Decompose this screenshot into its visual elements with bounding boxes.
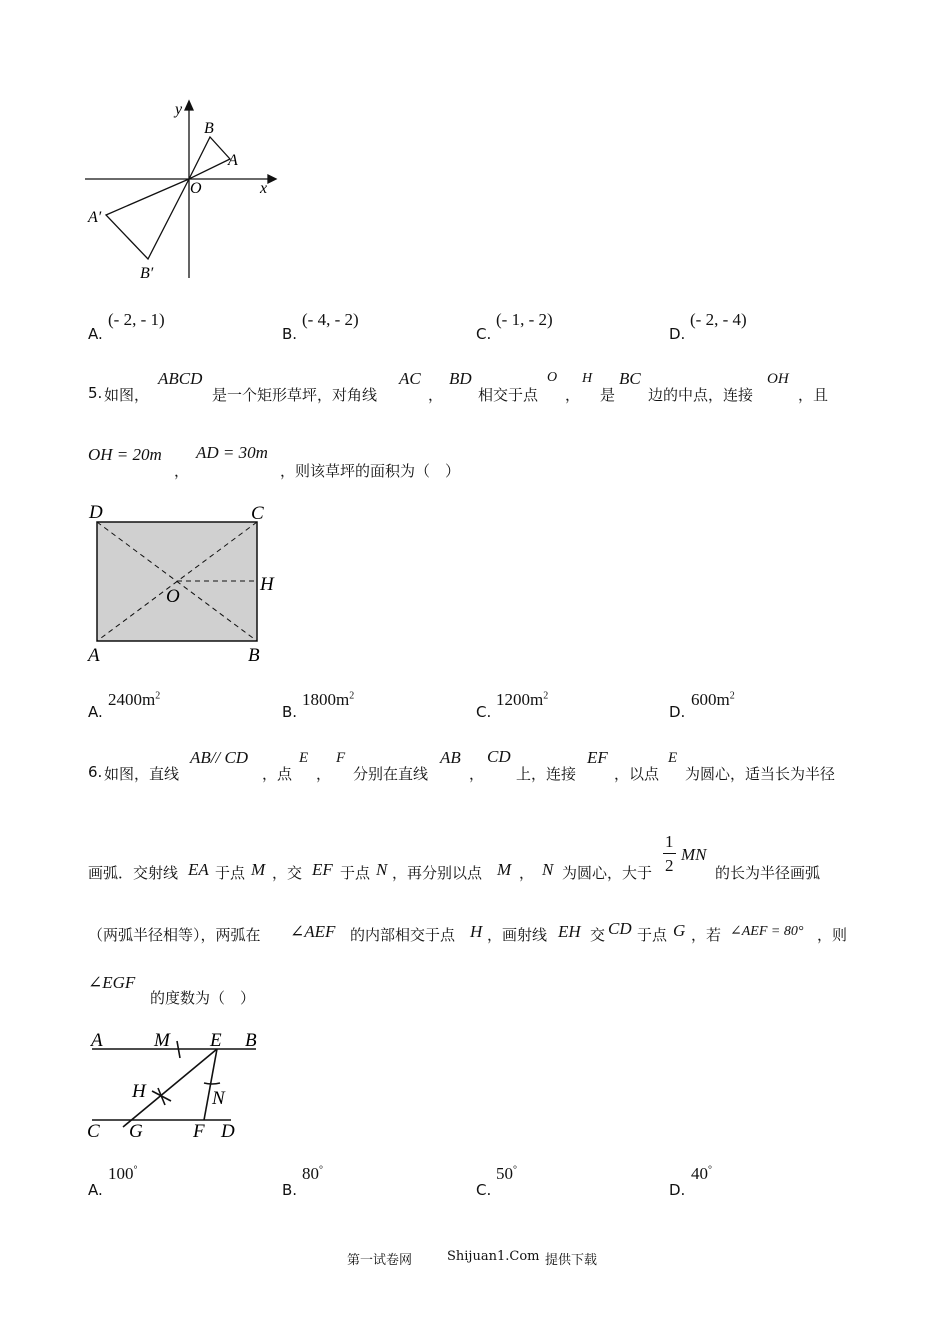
q6-fig-label-c: C bbox=[87, 1121, 100, 1142]
q4-option-b-value: (- 4, - 2) bbox=[302, 310, 359, 329]
q5-option-a-value: $2400m^2$ bbox=[108, 690, 161, 709]
q6-fraction-bar bbox=[663, 853, 676, 854]
q5-math-oh: OH bbox=[767, 371, 789, 387]
q6-math-n: N bbox=[542, 860, 554, 879]
q6-math-n: N bbox=[376, 860, 388, 879]
origin-label: O bbox=[190, 180, 202, 197]
x-axis-label: x bbox=[260, 180, 268, 197]
q6-fig-label-b: B bbox=[245, 1030, 257, 1051]
q6-fig-label-d: D bbox=[221, 1121, 235, 1142]
footer-download-note: 提供下载 bbox=[545, 1253, 598, 1268]
q6-text: 分别在直线 bbox=[353, 765, 429, 783]
q5-math-o: O bbox=[547, 370, 558, 385]
q4-option-b-letter: B. bbox=[282, 325, 298, 343]
q6-math-ef: EF bbox=[587, 748, 608, 767]
q6-fig-label-f: F bbox=[193, 1121, 205, 1142]
q6-text: 为圆心，适当长为半径 bbox=[685, 765, 836, 783]
q6-math-angle-aef: ∠AEF bbox=[290, 922, 336, 941]
q5-option-c-value: $1200m^2$ bbox=[496, 690, 549, 709]
q6-text: 画弧．交射线 bbox=[88, 864, 179, 882]
q6-fraction-denominator: 2 bbox=[665, 856, 674, 875]
q5-math-ac: AC bbox=[399, 369, 421, 388]
q6-text: ， bbox=[316, 765, 332, 783]
q5-option-d-letter: D. bbox=[669, 703, 686, 721]
q6-math-eh: EH bbox=[558, 922, 581, 941]
q4-coordinate-figure bbox=[80, 95, 290, 290]
point-b-prime-label: B′ bbox=[140, 265, 154, 282]
q6-option-b-letter: B. bbox=[282, 1181, 298, 1199]
q6-text: 交 bbox=[590, 926, 606, 944]
q4-option-a-letter: A. bbox=[88, 325, 103, 343]
q6-text: ，再分别以点 bbox=[392, 864, 483, 882]
q6-text: ，点 bbox=[262, 765, 293, 783]
q6-number: 6. bbox=[88, 763, 103, 781]
q5-fig-label-h: H bbox=[260, 574, 274, 595]
point-a-prime-label: A′ bbox=[88, 209, 102, 226]
q6-math-angle-aef-eq: ∠AEF = 80° bbox=[730, 924, 804, 939]
q5-option-b-letter: B. bbox=[282, 703, 298, 721]
q5-math-h: H bbox=[582, 371, 593, 386]
q6-text: ， bbox=[519, 864, 535, 882]
q6-text: 于点 bbox=[215, 864, 246, 882]
point-a-label: A bbox=[228, 152, 238, 169]
q6-fig-label-h: H bbox=[132, 1081, 146, 1102]
q5-fig-label-a: A bbox=[88, 645, 100, 666]
q6-text: ，交 bbox=[272, 864, 303, 882]
point-b-label: B bbox=[204, 120, 214, 137]
q6-option-c-letter: C. bbox=[476, 1181, 492, 1199]
q6-math-ef: EF bbox=[312, 860, 333, 879]
q5-text: 边的中点，连接 bbox=[648, 386, 754, 404]
q6-math-ab: AB bbox=[440, 748, 461, 767]
q6-text: 的内部相交于点 bbox=[350, 926, 456, 944]
q5-math-abcd: ABCD bbox=[158, 369, 203, 388]
q6-option-a-value: 100° bbox=[108, 1164, 138, 1183]
footer-site-name: 第一试卷网 bbox=[347, 1253, 413, 1268]
q6-text: ，画射线 bbox=[487, 926, 548, 944]
q5-fig-label-d: D bbox=[89, 502, 103, 523]
q5-rectangle-figure bbox=[82, 498, 287, 670]
q6-math-h: H bbox=[470, 922, 483, 941]
q6-text: 的度数为（ ） bbox=[150, 989, 256, 1007]
q6-fig-label-g: G bbox=[129, 1121, 143, 1142]
y-axis-label: y bbox=[175, 101, 183, 118]
q6-math-cd: CD bbox=[608, 919, 632, 938]
q6-text: 为圆心，大于 bbox=[562, 864, 653, 882]
q4-option-a-value: (- 2, - 1) bbox=[108, 310, 165, 329]
q6-math-f: F bbox=[336, 750, 346, 766]
q5-math-bd: BD bbox=[449, 369, 472, 388]
q5-text: ， bbox=[428, 386, 444, 404]
q6-parallel-lines-figure bbox=[82, 1025, 272, 1150]
q5-option-b-value: $1800m^2$ bbox=[302, 690, 355, 709]
q5-text: ，且 bbox=[798, 386, 829, 404]
q4-option-d-value: (- 2, - 4) bbox=[690, 310, 747, 329]
q6-option-a-letter: A. bbox=[88, 1181, 103, 1199]
q6-math-m: M bbox=[251, 860, 266, 879]
q5-option-d-value: $600m^2$ bbox=[691, 690, 735, 709]
q6-option-c-value: 50° bbox=[496, 1164, 517, 1183]
q6-text: 于点 bbox=[340, 864, 371, 882]
q4-option-c-letter: C. bbox=[476, 325, 492, 343]
footer-site-domain[interactable]: Shijuan1.Com bbox=[447, 1249, 540, 1264]
q6-math-ab-parallel-cd: AB// CD bbox=[190, 748, 249, 767]
q6-math-ea: EA bbox=[188, 860, 209, 879]
q6-option-b-value: 80° bbox=[302, 1164, 323, 1183]
q6-math-m: M bbox=[497, 860, 512, 879]
q6-text: ， bbox=[469, 765, 485, 783]
q5-text: ，则该草坪的面积为（ ） bbox=[280, 462, 461, 480]
q6-math-e: E bbox=[668, 750, 678, 766]
q6-text: 于点 bbox=[637, 926, 668, 944]
q6-math-g: G bbox=[673, 921, 686, 940]
q6-math-e: E bbox=[299, 750, 309, 766]
q5-fig-label-o: O bbox=[166, 586, 180, 607]
q5-text: ， bbox=[174, 462, 190, 480]
q4-option-d-letter: D. bbox=[669, 325, 686, 343]
q5-option-a-letter: A. bbox=[88, 703, 103, 721]
q5-text: ， bbox=[565, 386, 581, 404]
q5-math-ad-eq: AD = 30m bbox=[196, 443, 268, 462]
q6-math-mn: MN bbox=[681, 845, 707, 864]
q6-text: 如图，直线 bbox=[104, 765, 180, 783]
q5-option-c-letter: C. bbox=[476, 703, 492, 721]
q6-option-d-value: 40° bbox=[691, 1164, 712, 1183]
q5-text: 相交于点 bbox=[478, 386, 539, 404]
q5-fig-label-b: B bbox=[248, 645, 260, 666]
q6-text: ，则 bbox=[817, 926, 848, 944]
q6-fig-label-n: N bbox=[212, 1088, 225, 1109]
q6-text: 的长为半径画弧 bbox=[715, 864, 821, 882]
q6-fig-label-a: A bbox=[91, 1030, 103, 1051]
q5-text: 是 bbox=[600, 386, 616, 404]
q6-text: （两弧半径相等），两弧在 bbox=[88, 926, 261, 944]
q5-math-bc: BC bbox=[619, 369, 641, 388]
q6-text: ，以点 bbox=[614, 765, 660, 783]
q5-math-oh-eq: OH = 20m bbox=[88, 445, 162, 464]
q5-text: 是一个矩形草坪，对角线 bbox=[212, 386, 378, 404]
q5-fig-label-c: C bbox=[251, 503, 264, 524]
q6-fraction-numerator: 1 bbox=[665, 832, 674, 851]
q6-text: 上，连接 bbox=[516, 765, 577, 783]
q6-fig-label-e: E bbox=[210, 1030, 222, 1051]
q6-math-angle-egf: ∠EGF bbox=[88, 973, 136, 992]
q6-text: ，若 bbox=[691, 926, 722, 944]
q5-number: 5. bbox=[88, 384, 103, 402]
q6-fig-label-m: M bbox=[154, 1030, 170, 1051]
q6-option-d-letter: D. bbox=[669, 1181, 686, 1199]
q4-option-c-value: (- 1, - 2) bbox=[496, 310, 553, 329]
q5-text: 如图， bbox=[104, 386, 150, 404]
q6-math-cd: CD bbox=[487, 747, 511, 766]
